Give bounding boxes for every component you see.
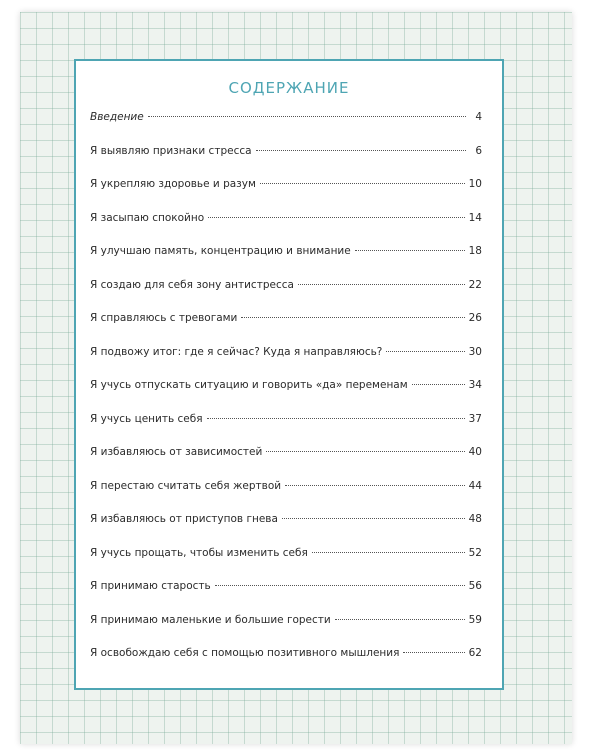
dot-leader: [298, 284, 465, 285]
toc-item-label: Я улучшаю память, концентрацию и внимание: [90, 245, 351, 257]
toc-item[interactable]: [90, 379, 482, 413]
toc-page-number: 14: [468, 211, 482, 224]
contents-frame: [74, 59, 504, 690]
dot-leader: [241, 317, 464, 318]
toc-list: [76, 111, 502, 681]
toc-item-label: Я засыпаю спокойно: [90, 211, 205, 224]
toc-page-number: 10: [468, 178, 482, 190]
toc-page-number: 62: [468, 647, 482, 659]
dot-leader: [386, 351, 464, 352]
dot-leader: [260, 183, 465, 184]
toc-item-label: Я принимаю маленькие и большие горести: [90, 613, 331, 626]
toc-item-label: Я избавляюсь от зависимостей: [90, 446, 263, 458]
toc-item-label: Я создаю для себя зону антистресса: [90, 278, 294, 291]
toc-item[interactable]: [90, 513, 482, 547]
toc-item-label: Введение: [90, 111, 144, 123]
toc-item-label: Я учусь отпускать ситуацию и говорить «да» переменам: [90, 379, 408, 391]
toc-page-number: 34: [468, 379, 482, 391]
toc-item-label: Я подвожу итог: где я сейчас? Куда я направляюсь?: [90, 345, 383, 358]
dot-leader: [208, 217, 464, 218]
toc-page-number: 52: [468, 546, 482, 559]
toc-item[interactable]: [90, 614, 482, 648]
dot-leader: [215, 585, 465, 586]
toc-item[interactable]: [90, 279, 482, 313]
toc-page-number: 22: [468, 278, 482, 291]
dot-leader: [312, 552, 465, 553]
dot-leader: [148, 116, 466, 117]
toc-item-label: Я учусь ценить себя: [90, 412, 203, 425]
toc-item-label: Я освобождаю себя с помощью позитивного мышления: [90, 647, 400, 659]
grid-page: [20, 12, 572, 744]
toc-item[interactable]: [90, 111, 482, 145]
toc-item[interactable]: [90, 346, 482, 380]
toc-page-number: 6: [475, 144, 482, 157]
toc-item[interactable]: [90, 145, 482, 179]
dot-leader: [335, 619, 465, 620]
toc-page-number: 44: [468, 479, 482, 492]
dot-leader: [403, 652, 464, 653]
page-title: СОДЕРЖАНИЕ: [228, 79, 350, 97]
toc-item[interactable]: [90, 413, 482, 447]
toc-page-number: 26: [468, 312, 482, 324]
toc-item[interactable]: [90, 580, 482, 614]
toc-item-label: Я перестаю считать себя жертвой: [90, 479, 282, 492]
dot-leader: [355, 250, 465, 251]
toc-page-number: 56: [468, 580, 482, 592]
toc-item-label: Я справляюсь с тревогами: [90, 312, 238, 324]
toc-item-label: Я принимаю старость: [90, 580, 211, 592]
toc-item[interactable]: [90, 446, 482, 480]
toc-item[interactable]: [90, 245, 482, 279]
dot-leader: [285, 485, 465, 486]
toc-item-label: Я укрепляю здоровье и разум: [90, 178, 256, 190]
toc-item[interactable]: [90, 480, 482, 514]
dot-leader: [282, 518, 465, 519]
dot-leader: [207, 418, 465, 419]
toc-page-number: 40: [468, 446, 482, 458]
dot-leader: [412, 384, 465, 385]
toc-item-label: Я учусь прощать, чтобы изменить себя: [90, 546, 308, 559]
toc-page-number: 37: [468, 412, 482, 425]
toc-item[interactable]: [90, 212, 482, 246]
dot-leader: [266, 451, 464, 452]
toc-item[interactable]: [90, 647, 482, 681]
toc-page-number: 59: [468, 613, 482, 626]
toc-item[interactable]: [90, 312, 482, 346]
dot-leader: [256, 150, 466, 151]
toc-item[interactable]: [90, 547, 482, 581]
toc-page-number: 18: [468, 245, 482, 257]
toc-item-label: Я избавляюсь от приступов гнева: [90, 513, 278, 525]
toc-item-label: Я выявляю признаки стресса: [90, 144, 252, 157]
toc-page-number: 48: [468, 513, 482, 525]
toc-page-number: 4: [475, 111, 482, 123]
toc-item[interactable]: [90, 178, 482, 212]
toc-page-number: 30: [468, 345, 482, 358]
